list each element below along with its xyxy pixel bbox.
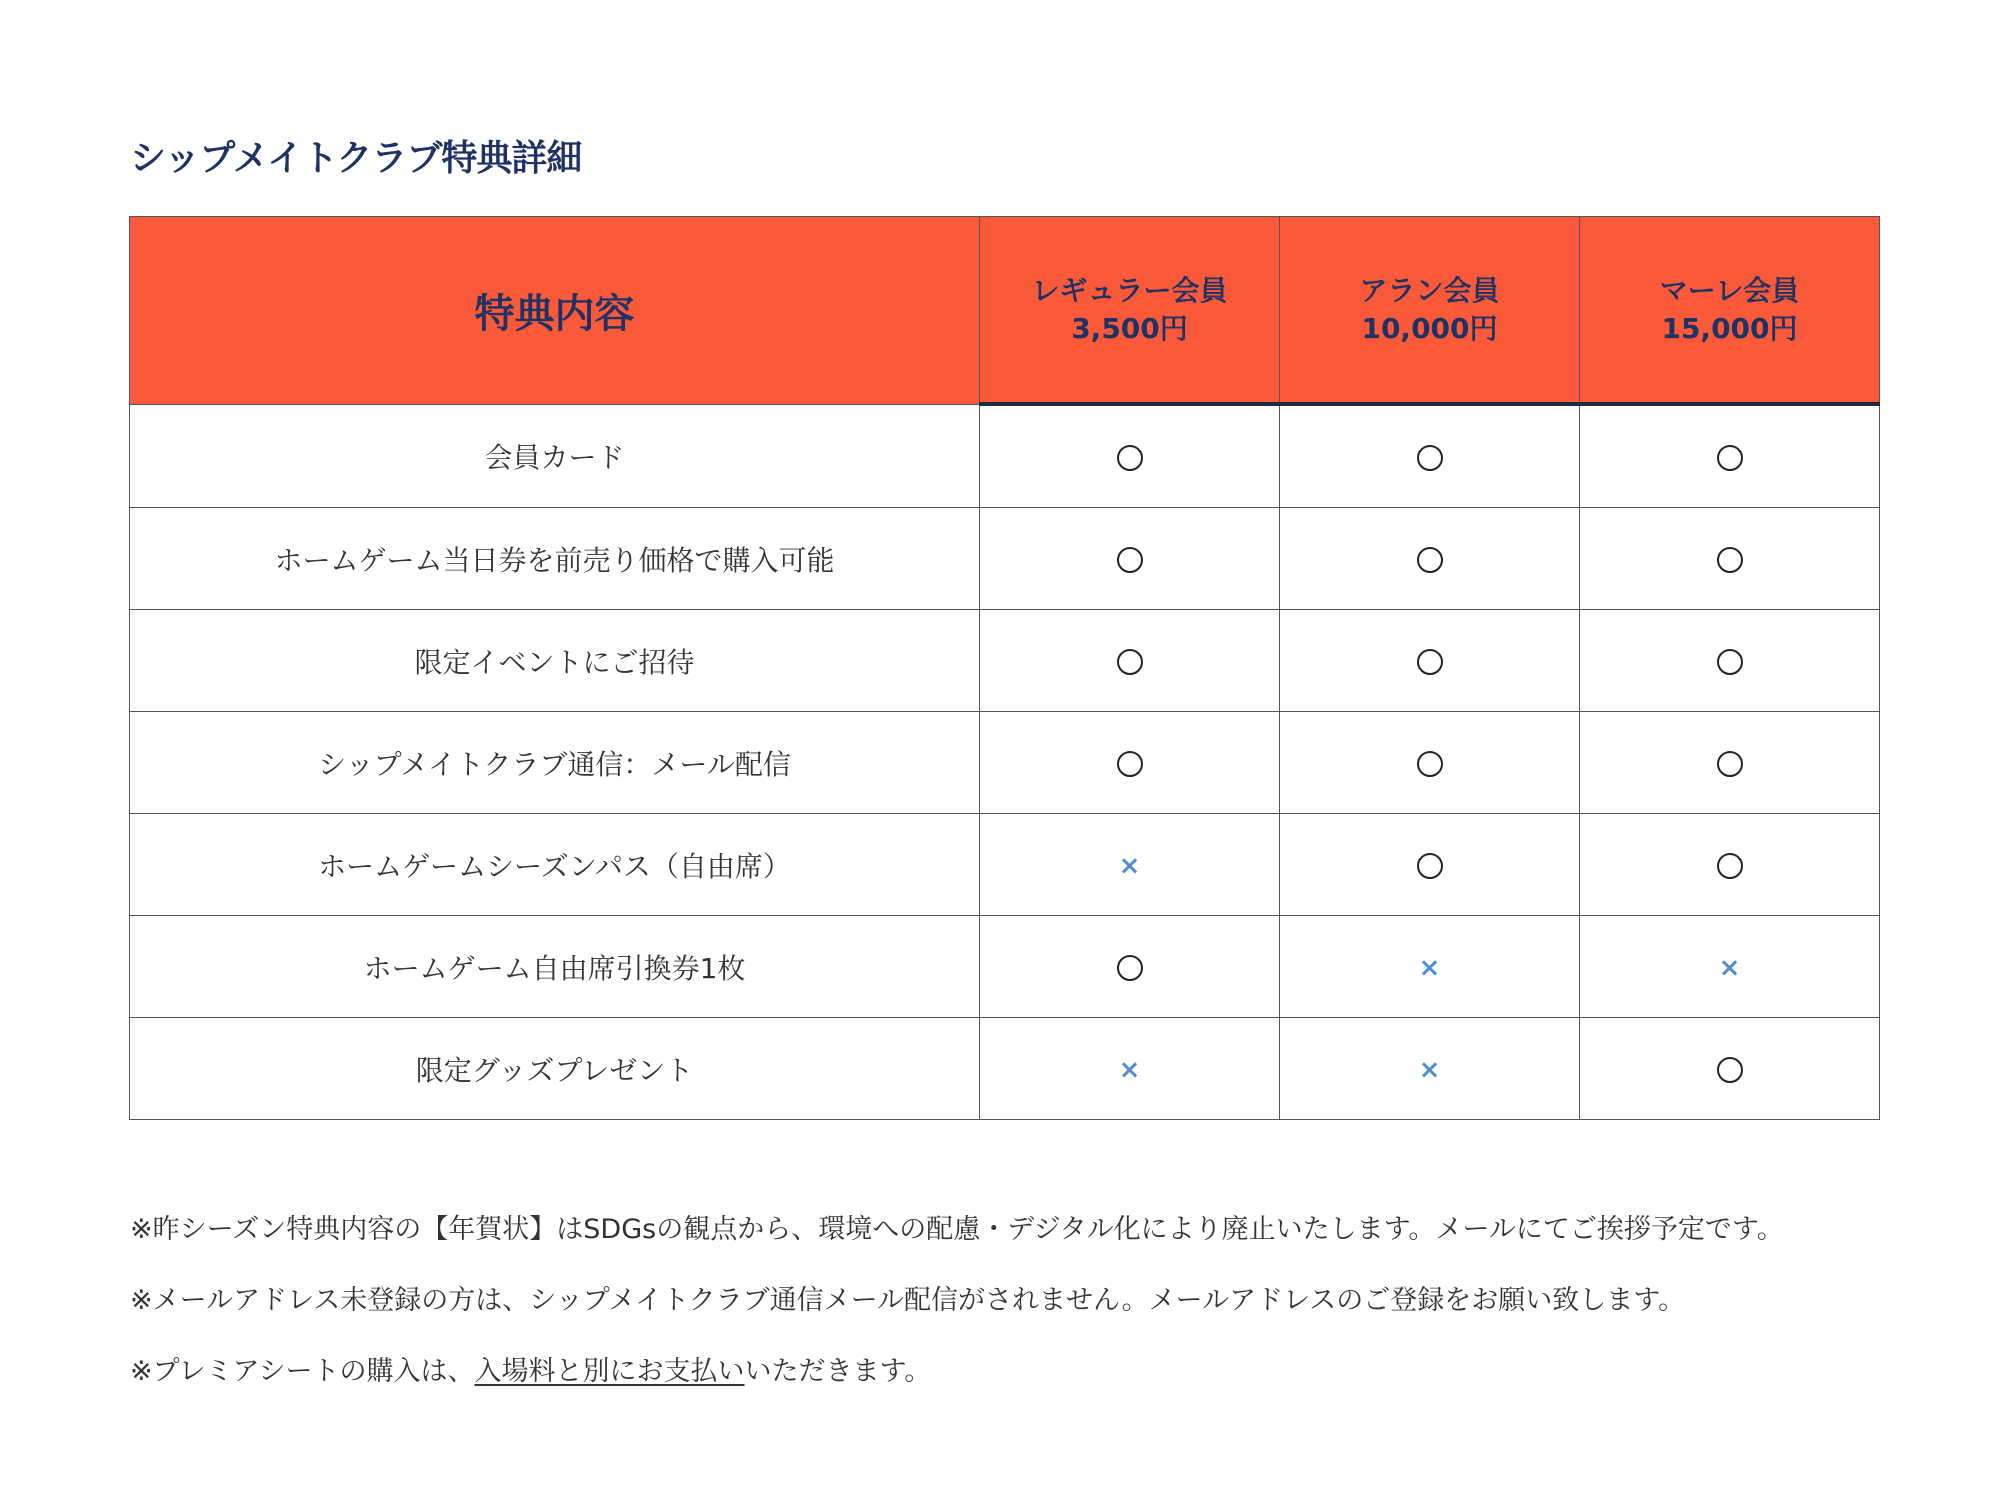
note-premier-seat-suffix: いただきます。 (744, 1356, 932, 1387)
feature-cell: ホームゲーム当日券を前売り価格で購入可能 (130, 508, 980, 610)
included-circle-icon (1717, 547, 1743, 573)
table-header (130, 217, 1880, 405)
tier-price: 15,000円 (1661, 311, 1798, 345)
table-row (130, 508, 1880, 610)
availability-cell (980, 610, 1280, 712)
availability-cell (1280, 712, 1580, 814)
availability-cell (1280, 610, 1580, 712)
not-included-cross-icon: × (1718, 953, 1741, 983)
tier-price: 10,000円 (1361, 311, 1498, 345)
availability-cell (1580, 508, 1880, 610)
included-circle-icon (1717, 649, 1743, 675)
availability-cell (1580, 1018, 1880, 1120)
not-included-cross-icon: × (1418, 953, 1441, 983)
included-circle-icon (1117, 547, 1143, 573)
availability-cell (1280, 916, 1580, 1018)
tier-name: マーレ会員 (1659, 273, 1800, 307)
note-premier-seat (130, 1349, 1890, 1420)
feature-column-header: 特典内容 (130, 217, 980, 405)
availability-cell (1280, 814, 1580, 916)
included-circle-icon (1417, 853, 1443, 879)
availability-cell (1580, 610, 1880, 712)
notes (130, 1207, 1890, 1420)
availability-cell (1580, 916, 1880, 1018)
note-premier-seat-underlined: 入場料と別にお支払い (474, 1356, 745, 1387)
page-title: シップメイトクラブ特典詳細 (130, 138, 582, 179)
availability-cell (1280, 1018, 1580, 1120)
table-body (130, 404, 1880, 1120)
included-circle-icon (1717, 445, 1743, 471)
not-included-cross-icon: × (1118, 1055, 1141, 1085)
feature-cell: 限定イベントにご招待 (130, 610, 980, 712)
note-premier-seat-prefix: ※プレミアシートの購入は、 (130, 1356, 475, 1387)
included-circle-icon (1717, 1057, 1743, 1083)
feature-cell: ホームゲームシーズンパス（自由席） (130, 814, 980, 916)
included-circle-icon (1117, 751, 1143, 777)
included-circle-icon (1417, 649, 1443, 675)
tier-header-mare (1580, 217, 1880, 405)
availability-cell (1280, 508, 1580, 610)
availability-cell (980, 508, 1280, 610)
included-circle-icon (1717, 853, 1743, 879)
tier-name: レギュラー会員 (1031, 273, 1228, 307)
included-circle-icon (1417, 547, 1443, 573)
availability-cell (980, 916, 1280, 1018)
table-row (130, 1018, 1880, 1120)
table-row (130, 712, 1880, 814)
note-email-registration: ※メールアドレス未登録の方は、シップメイトクラブ通信メール配信がされません。メールアドレスのご登録をお願い致します。 (130, 1285, 1686, 1316)
feature-cell: 限定グッズプレゼント (130, 1018, 980, 1120)
availability-cell (1580, 814, 1880, 916)
included-circle-icon (1117, 445, 1143, 471)
included-circle-icon (1417, 445, 1443, 471)
availability-cell (1280, 404, 1580, 508)
availability-cell (980, 712, 1280, 814)
feature-cell: ホームゲーム自由席引換券1枚 (130, 916, 980, 1018)
header-row (130, 217, 1880, 405)
availability-cell (980, 1018, 1280, 1120)
included-circle-icon (1117, 955, 1143, 981)
tier-header-alan (1280, 217, 1580, 405)
availability-cell (980, 814, 1280, 916)
benefits-table (129, 216, 1880, 1120)
tier-price: 3,500円 (1071, 311, 1188, 345)
included-circle-icon (1117, 649, 1143, 675)
feature-cell: シップメイトクラブ通信：メール配信 (130, 712, 980, 814)
tier-header-regular (980, 217, 1280, 405)
not-included-cross-icon: × (1418, 1055, 1441, 1085)
note-new-year-card: ※昨シーズン特典内容の【年賀状】はSDGsの観点から、環境への配慮・デジタル化により廃止いたします。メールにてご挨拶予定です。 (130, 1214, 1784, 1245)
included-circle-icon (1417, 751, 1443, 777)
not-included-cross-icon: × (1118, 851, 1141, 881)
availability-cell (1580, 712, 1880, 814)
availability-cell (980, 404, 1280, 508)
table-row (130, 814, 1880, 916)
included-circle-icon (1717, 751, 1743, 777)
table-row (130, 610, 1880, 712)
feature-cell: 会員カード (130, 404, 980, 508)
table-row (130, 404, 1880, 508)
tier-name: アラン会員 (1359, 273, 1500, 307)
table-row (130, 916, 1880, 1018)
availability-cell (1580, 404, 1880, 508)
